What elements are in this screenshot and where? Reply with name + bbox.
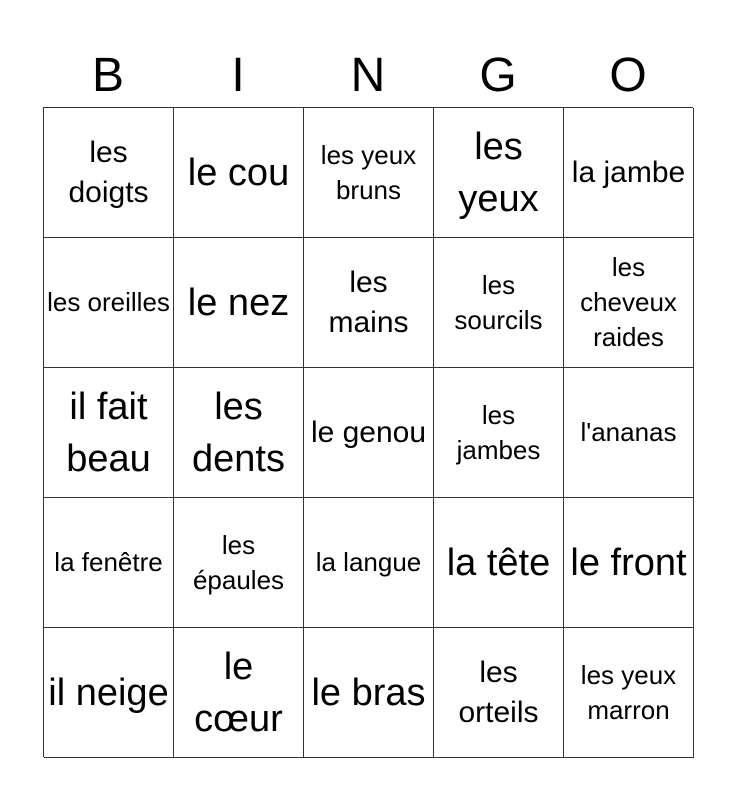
bingo-cell-label: la jambe: [571, 155, 686, 189]
header-letter-n: N: [350, 49, 386, 102]
bingo-cell-2-2[interactable]: [174, 238, 304, 368]
bingo-board: [43, 107, 693, 757]
bingo-cell-label: les sourcils: [454, 269, 543, 335]
bingo-cell-label: les yeux bruns: [320, 139, 417, 205]
bingo-cell-label: le genou: [310, 415, 427, 449]
bingo-cell-1-5[interactable]: [564, 108, 694, 238]
bingo-cell-label: les dents: [192, 385, 285, 480]
bingo-cell-label: il neige: [48, 671, 169, 714]
bingo-cell-3-4[interactable]: [434, 368, 564, 498]
bingo-cell-2-3[interactable]: [304, 238, 434, 368]
header-letter-i: I: [231, 49, 245, 102]
bingo-cell-2-5[interactable]: [564, 238, 694, 368]
bingo-cell-4-1[interactable]: [44, 498, 174, 628]
bingo-cell-3-2[interactable]: [174, 368, 304, 498]
bingo-cell-label: le nez: [187, 281, 290, 324]
bingo-cell-label: le bras: [311, 671, 426, 714]
bingo-cell-1-4[interactable]: [434, 108, 564, 238]
bingo-cell-label: le cou: [187, 151, 290, 194]
bingo-cell-label: les cheveux raides: [580, 252, 677, 352]
bingo-cell-2-1[interactable]: [44, 238, 174, 368]
bingo-cell-label: les yeux marron: [580, 659, 677, 725]
bingo-cell-4-5[interactable]: [564, 498, 694, 628]
bingo-cell-label: la fenêtre: [54, 547, 163, 577]
bingo-cell-label: la langue: [315, 547, 422, 577]
bingo-cell-label: l'ananas: [580, 417, 677, 447]
header-letter-g: G: [479, 49, 517, 102]
bingo-cell-label: les épaules: [192, 529, 285, 595]
bingo-cell-label: il fait beau: [66, 385, 151, 480]
bingo-cell-label: les yeux: [458, 125, 539, 220]
bingo-cell-5-1[interactable]: [44, 628, 174, 758]
bingo-cell-1-1[interactable]: [44, 108, 174, 238]
bingo-cell-label: le cœur: [194, 645, 283, 740]
bingo-cell-1-3[interactable]: [304, 108, 434, 238]
bingo-header: [43, 44, 693, 108]
bingo-cell-label: les jambes: [456, 399, 541, 465]
bingo-cell-label: les orteils: [458, 655, 539, 729]
bingo-cell-2-4[interactable]: [434, 238, 564, 368]
bingo-cell-1-2[interactable]: [174, 108, 304, 238]
bingo-cell-4-4[interactable]: [434, 498, 564, 628]
bingo-cell-3-3[interactable]: [304, 368, 434, 498]
bingo-cell-label: la tête: [446, 541, 551, 584]
header-letter-o: O: [609, 49, 647, 102]
bingo-cell-5-4[interactable]: [434, 628, 564, 758]
bingo-cell-3-1[interactable]: [44, 368, 174, 498]
bingo-cell-5-5[interactable]: [564, 628, 694, 758]
bingo-cell-label: les mains: [328, 265, 409, 339]
bingo-cell-5-3[interactable]: [304, 628, 434, 758]
bingo-cell-4-3[interactable]: [304, 498, 434, 628]
bingo-cell-4-2[interactable]: [174, 498, 304, 628]
bingo-cell-label: le front: [570, 541, 687, 584]
bingo-cell-3-5[interactable]: [564, 368, 694, 498]
bingo-cell-label: les doigts: [68, 135, 149, 209]
bingo-cell-5-2[interactable]: [174, 628, 304, 758]
header-letter-b: B: [91, 49, 124, 102]
bingo-cell-label: les oreilles: [47, 287, 170, 317]
